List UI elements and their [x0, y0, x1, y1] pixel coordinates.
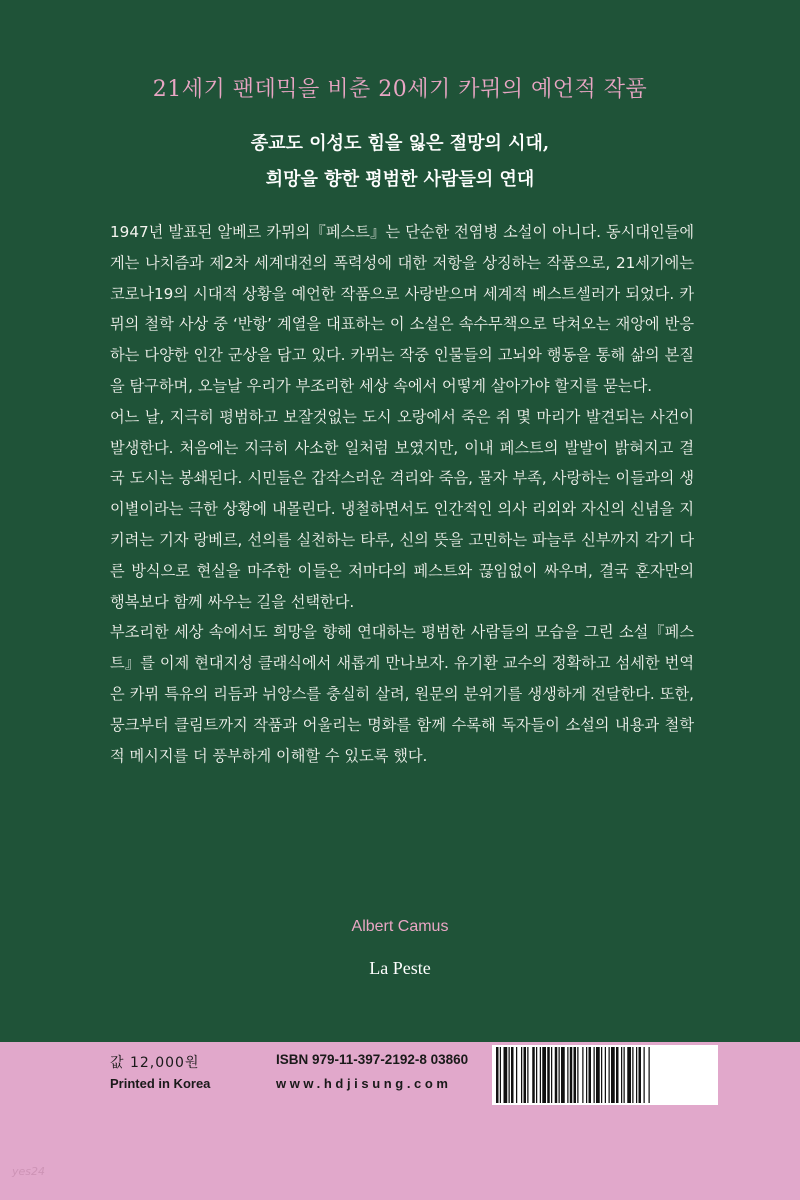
- price: 값 12,000원: [110, 1055, 200, 1071]
- tagline: 21세기 팬데믹을 비춘 20세기 카뮈의 예언적 작품: [152, 77, 648, 102]
- barcode-bar: [555, 1047, 558, 1103]
- barcode-bar: [570, 1047, 573, 1103]
- barcode-bar: [574, 1047, 577, 1103]
- barcode-bar: [611, 1047, 615, 1103]
- barcode-bar: [609, 1047, 610, 1103]
- barcode-bar: [536, 1047, 537, 1103]
- barcode-bar: [586, 1047, 587, 1103]
- book-title: La Peste: [369, 958, 431, 978]
- barcode-bar: [496, 1047, 499, 1103]
- barcode-bar: [521, 1047, 522, 1103]
- synopsis-paragraph-1: 1947년 발표된 알베르 카뮈의『페스트』는 단순한 전염병 소설이 아니다. 동시대인들에게는 나치즘과 제2차 세계대전의 폭력성에 대한 저항을 상징하는 작품으로, 21세기에는 코로나19의 시대적 상황을 예언한 작품으로 사랑받으며 세계적 베스트셀러가 되었다. 카뮈의 철학 사상 중 ‘반항’ 계열을 대표하는 이 소설은 속수무책으로 닥쳐오는 재앙에 반응하는 다양한 인간 군상을 담고 있다. 카뮈는 작중 인물들의 고뇌와 행동을 통해 삶의 본질을 탐구하며, 오늘날 우리가 부조리한 세상 속에서 어떻게 살아가야 할지를 묻는다.: [110, 223, 694, 395]
- barcode-bar: [511, 1047, 514, 1103]
- author-name: Albert Camus: [351, 918, 449, 935]
- barcode-bar: [561, 1047, 565, 1103]
- isbn: ISBN 979-11-397-2192-8 03860: [276, 1052, 469, 1067]
- barcode-bar: [551, 1047, 552, 1103]
- barcode-bar: [567, 1047, 568, 1103]
- barcode-bar: [605, 1047, 606, 1103]
- barcode-bar: [500, 1047, 501, 1103]
- barcode-bar: [589, 1047, 592, 1103]
- watermark: yes24: [12, 1165, 46, 1178]
- barcode-icon: [492, 1045, 718, 1105]
- barcode-bar: [532, 1047, 535, 1103]
- synopsis-paragraph-3: 부조리한 세상 속에서도 희망을 향해 연대하는 평범한 사람들의 모습을 그린 소설『페스트』를 이제 현대지성 클래식에서 새롭게 만나보자. 유기환 교수의 정확하고 섬세한 번역은 카뮈 특유의 리듬과 뉘앙스를 충실히 살려, 원문의 분위기를 생생하게 전달한다. 또한, 뭉크부터 클림트까지 작품과 어울리는 명화를 함께 수록해 독자들이 소설의 내용과 철학적 메시지를 더 풍부하게 이해할 수 있도록 했다.: [110, 623, 694, 765]
- barcode-bar: [504, 1047, 508, 1103]
- synopsis-paragraph-2: 어느 날, 지극히 평범하고 보잘것없는 도시 오랑에서 죽은 쥐 몇 마리가 발견되는 사건이 발생한다. 처음에는 지극히 사소한 일처럼 보였지만, 이내 페스트의 발발이 밝혀지고 결국 도시는 봉쇄된다. 시민들은 갑작스러운 격리와 죽음, 물자 부족, 사랑하는 이들과의 생이별이라는 극한 상황에 내몰린다. 냉철하면서도 인간적인 의사 리외와 자신의 신념을 지키려는 기자 랑베르, 선의를 실천하는 타루, 신의 뜻을 고민하는 파늘루 신부까지 각기 다른 방식으로 현실을 마주한 이들은 저마다의 페스트와 끊임없이 싸우며, 결국 혼자만의 행복보다 함께 싸우는 길을 선택한다.: [110, 407, 694, 611]
- barcode-bar: [621, 1047, 622, 1103]
- barcode-bar: [509, 1047, 510, 1103]
- subtitle-line-2: 희망을 향한 평범한 사람들의 연대: [265, 169, 535, 190]
- barcode-bar: [547, 1047, 550, 1103]
- barcode-bar: [582, 1047, 583, 1103]
- barcode-bar: [632, 1047, 633, 1103]
- barcode-bar: [594, 1047, 595, 1103]
- printed-in: Printed in Korea: [110, 1076, 211, 1091]
- barcode-bar: [596, 1047, 600, 1103]
- subtitle-line-1: 종교도 이성도 힘을 잃은 절망의 시대,: [250, 133, 550, 154]
- synopsis: [110, 217, 694, 771]
- barcode-bar: [540, 1047, 541, 1103]
- barcode-bar: [542, 1047, 546, 1103]
- barcode-bar: [649, 1047, 650, 1103]
- barcode-bar: [624, 1047, 625, 1103]
- barcode-bar: [639, 1047, 642, 1103]
- barcode-bar: [636, 1047, 637, 1103]
- barcode-bar: [524, 1047, 527, 1103]
- barcode-bar: [644, 1047, 645, 1103]
- barcode-bar: [516, 1047, 517, 1103]
- barcode-bar: [601, 1047, 602, 1103]
- subtitle: [0, 126, 800, 198]
- barcode-bar: [616, 1047, 619, 1103]
- barcode-bar: [559, 1047, 560, 1103]
- barcode-bar: [527, 1047, 528, 1103]
- publisher-website: www.hdjisung.com: [276, 1076, 452, 1091]
- barcode-bar: [627, 1047, 631, 1103]
- barcode-bar: [577, 1047, 578, 1103]
